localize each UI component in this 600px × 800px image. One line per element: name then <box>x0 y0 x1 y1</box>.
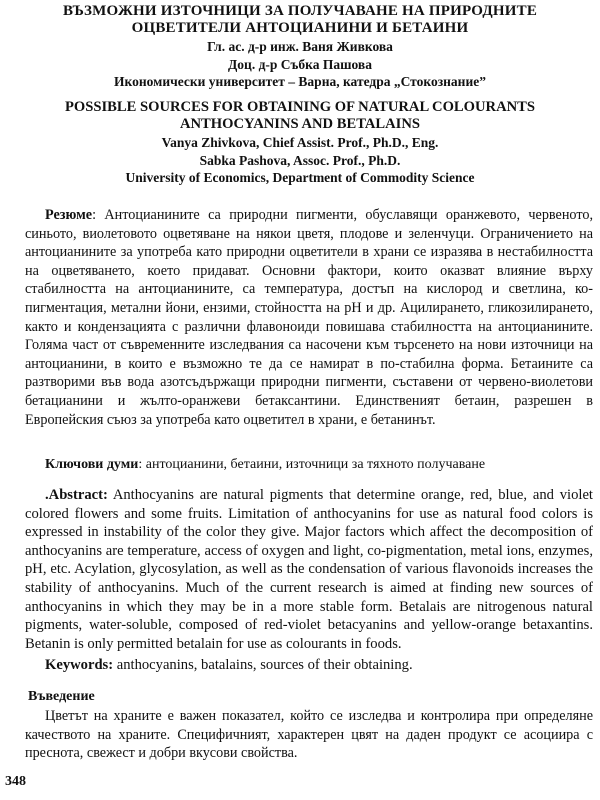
keywords-bg-text: : антоцианини, бетаини, източници за тяхното получаване <box>138 457 486 472</box>
author-en-2: Sabka Pashova, Assoc. Prof., Ph.D. <box>199 152 401 168</box>
author-bg-1: Гл. ас. д-р инж. Ваня Живкова <box>207 39 393 54</box>
section-heading-introduction: Въведение <box>28 689 95 704</box>
page-number: 348 <box>5 774 26 789</box>
keywords-english <box>25 656 593 675</box>
title-bg-line-2: ОЦВЕТИТЕЛИ АНТОЦИАНИНИ И БЕТАИНИ <box>131 20 469 36</box>
title-en-line-2: ANTHOCYANINS AND BETALAINS <box>179 115 421 132</box>
authors-english <box>0 134 600 187</box>
title-bulgarian <box>0 3 600 37</box>
title-en-line-1: POSSIBLE SOURCES FOR OBTAINING OF NATURAL COLOURANTS <box>64 99 536 115</box>
abstract-english <box>25 486 593 653</box>
keywords-en-text: anthocyanins, batalains, sources of their obtaining. <box>113 657 413 673</box>
abstract-text: Anthocyanins are natural pigments that determine orange, red, blue, and violet colored flowers and some fruits. Limitation of anthocyanins for use as natural food colors is expressed in instability of the color they give. Major factors which affect the decomposition of anthocyanins are temperature, access of oxygen and light, co-pigmentation, metal ions, enzymes, pH, etc. Acylation, glycosylation, as well as the condensation of various flavonoids increases the stability of anthocyanins. Much of the current research is aimed at finding new sources of anthocyanins in which they may be in a more stable form. Betalais are nitrogenous natural pigments, water-soluble, composed of red-violet betacyanins and yellow-orange betaxantins. Betanin is only permitted betalain for use as colourants in foods. <box>25 487 593 652</box>
author-bg-2: Доц. д-р Събка Пашова <box>228 56 372 72</box>
authors-bulgarian <box>0 38 600 91</box>
summary-label: Резюме <box>45 207 93 223</box>
title-english <box>0 99 600 132</box>
author-en-1: Vanya Zhivkova, Chief Assist. Prof., Ph.D., Eng. <box>161 135 439 150</box>
title-bg-line-1: ВЪЗМОЖНИ ИЗТОЧНИЦИ ЗА ПОЛУЧАВАНЕ НА ПРИРОДНИТЕ <box>62 3 538 19</box>
keywords-en-label: Keywords: <box>45 657 114 673</box>
summary-bulgarian <box>25 206 593 429</box>
introduction-paragraph: Цветът на храните е важен показател, който се изследва и контролира при определяне качеството на храните. Специфичният, характерен цвят на даден продукт се асоциира с преснота, свежест и добри вкусови свойства. <box>25 708 593 762</box>
affiliation-en: University of Economics, Department of Commodity Science <box>125 170 475 185</box>
abstract-label: .Abstract: <box>45 487 108 503</box>
affiliation-bg: Икономически университет – Варна, катедра „Стокознание” <box>114 74 486 89</box>
summary-text: : Антоцианините са природни пигменти, обуславящи оранжевото, червеното, синьото, виолетовото оцветяване на някои цветя, плодове и зеленчуци. Ограничението на антоцианините за употреба като природни оцветители в храни се изразява в нестабилността на оцветяването, което придават. Основни фактори, които оказват влияние върху стабилността на антоцианините, са температура, достъп на кислород и светлина, ко-пигментация, метални йони, ензими, стойността на pH и др. Ацилирането, гликозилирането, както и кондензацията с различни флавоноиди повишава стабилността на антоцианините. Голяма част от съвременните изследвания са насочени към търсенето на нови източници на антоцианини, в които е възможно те да се намират в по-стабилна форма. Бетаините са разтворими във вода азотсъдържащи природни пигменти, съставени от червено-виолетови бетацианини и жълто-оранжеви бетаксантини. Единственият бетаин, разрешен в Европейския съюз за употреба като оцветител в храни, е бетанинът. <box>25 207 593 428</box>
keywords-bg-label: Ключови думи <box>45 457 139 472</box>
keywords-bulgarian <box>25 456 593 475</box>
